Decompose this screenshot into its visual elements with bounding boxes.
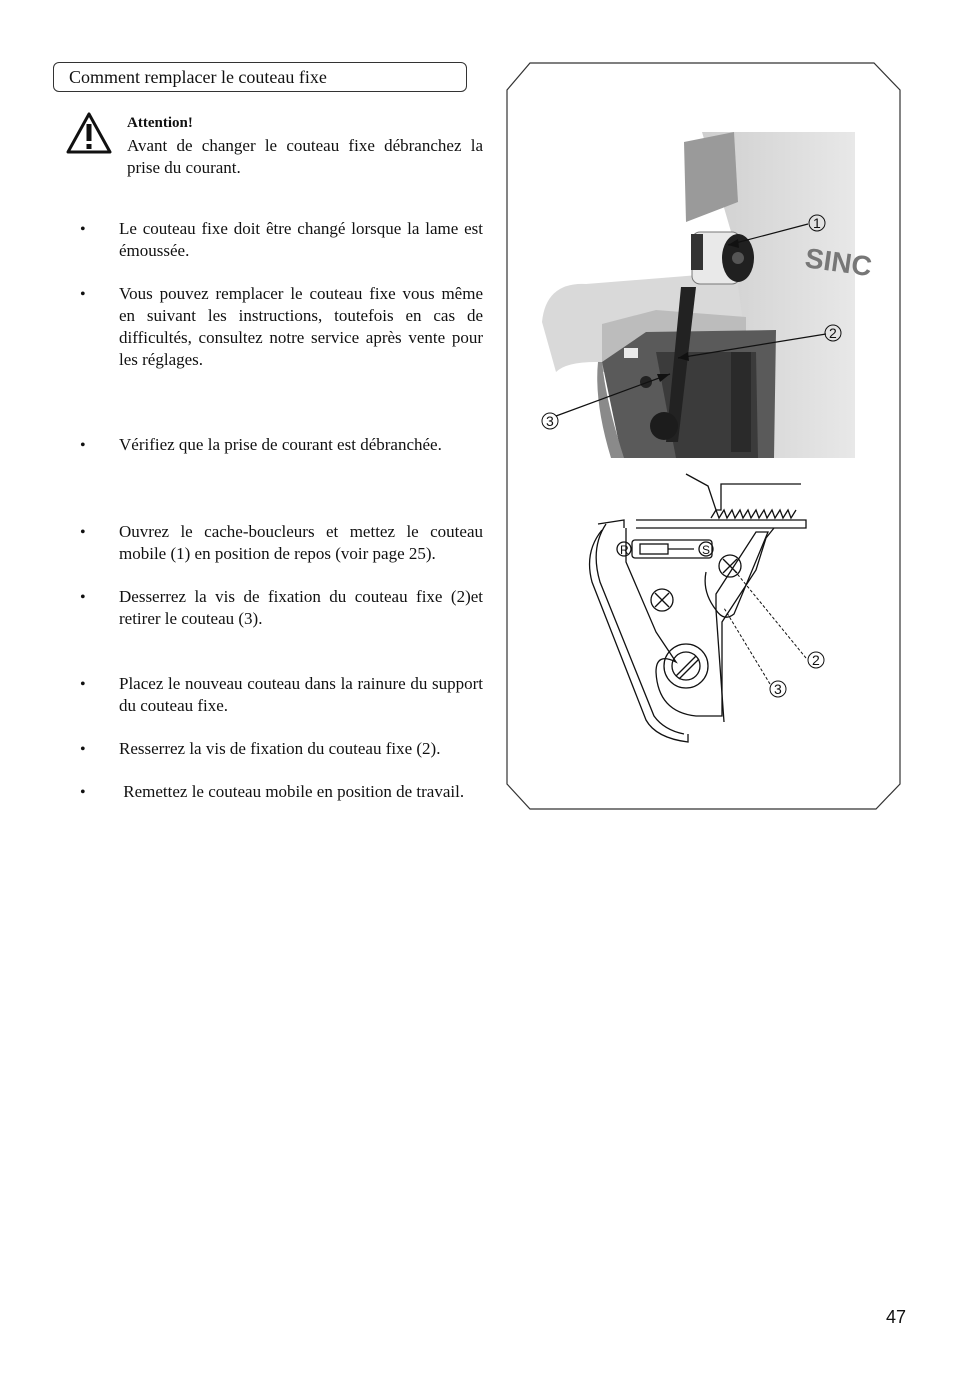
bullet-marker: • bbox=[80, 286, 86, 303]
page-number: 47 bbox=[886, 1307, 907, 1327]
section-title: Comment remplacer le couteau fixe bbox=[69, 67, 327, 87]
diagram-label-s: S bbox=[702, 543, 711, 557]
photo-brand-text: SINC bbox=[803, 242, 874, 283]
diagram-label-r: R bbox=[620, 543, 629, 557]
bullet-marker: • bbox=[80, 676, 86, 693]
bullet-marker: • bbox=[80, 741, 86, 758]
attention-heading: Attention! bbox=[127, 115, 193, 131]
callout-2-photo: 2 bbox=[829, 325, 837, 341]
list-item: Le couteau fixe doit être changé lorsque la lame est émoussée. bbox=[119, 219, 483, 260]
callout-3-photo: 3 bbox=[546, 413, 554, 429]
diagram-callouts bbox=[724, 570, 806, 684]
list-item: Resserrez la vis de fixation du couteau fixe (2). bbox=[119, 739, 441, 758]
list-item: Remettez le couteau mobile en position de travail. bbox=[119, 782, 465, 801]
callout-3-diagram: 3 bbox=[774, 681, 782, 697]
list-item: Placez le nouveau couteau dans la rainure du support du couteau fixe. bbox=[119, 674, 483, 715]
bullet-marker: • bbox=[80, 437, 86, 454]
bullet-marker: • bbox=[80, 784, 86, 801]
bullet-marker: • bbox=[80, 221, 86, 238]
callout-1-photo: 1 bbox=[813, 215, 821, 231]
bullet-marker: • bbox=[80, 524, 86, 541]
section-title-box bbox=[53, 62, 467, 92]
list-item: Ouvrez le cache-boucleurs et mettez le couteau mobile (1) en position de repos (voir page 25). bbox=[119, 522, 483, 563]
list-item: Vérifiez que la prise de courant est débranchée. bbox=[119, 435, 442, 454]
warning-triangle-icon bbox=[66, 112, 112, 154]
attention-text: Avant de changer le couteau fixe débranchez la prise du courant. bbox=[127, 136, 483, 177]
list-item: Vous pouvez remplacer le couteau fixe vous même en suivant les instructions, toutefois en cas de difficultés, consultez notre service après vente pour les réglages. bbox=[119, 284, 483, 369]
knife-diagram bbox=[590, 474, 806, 742]
figure-frame bbox=[506, 62, 901, 810]
list-item: Desserrez la vis de fixation du couteau fixe (2)et retirer le couteau (3). bbox=[119, 587, 483, 628]
bullet-marker: • bbox=[80, 589, 86, 606]
photo-knife-area bbox=[542, 132, 874, 458]
callout-2-diagram: 2 bbox=[812, 652, 820, 668]
